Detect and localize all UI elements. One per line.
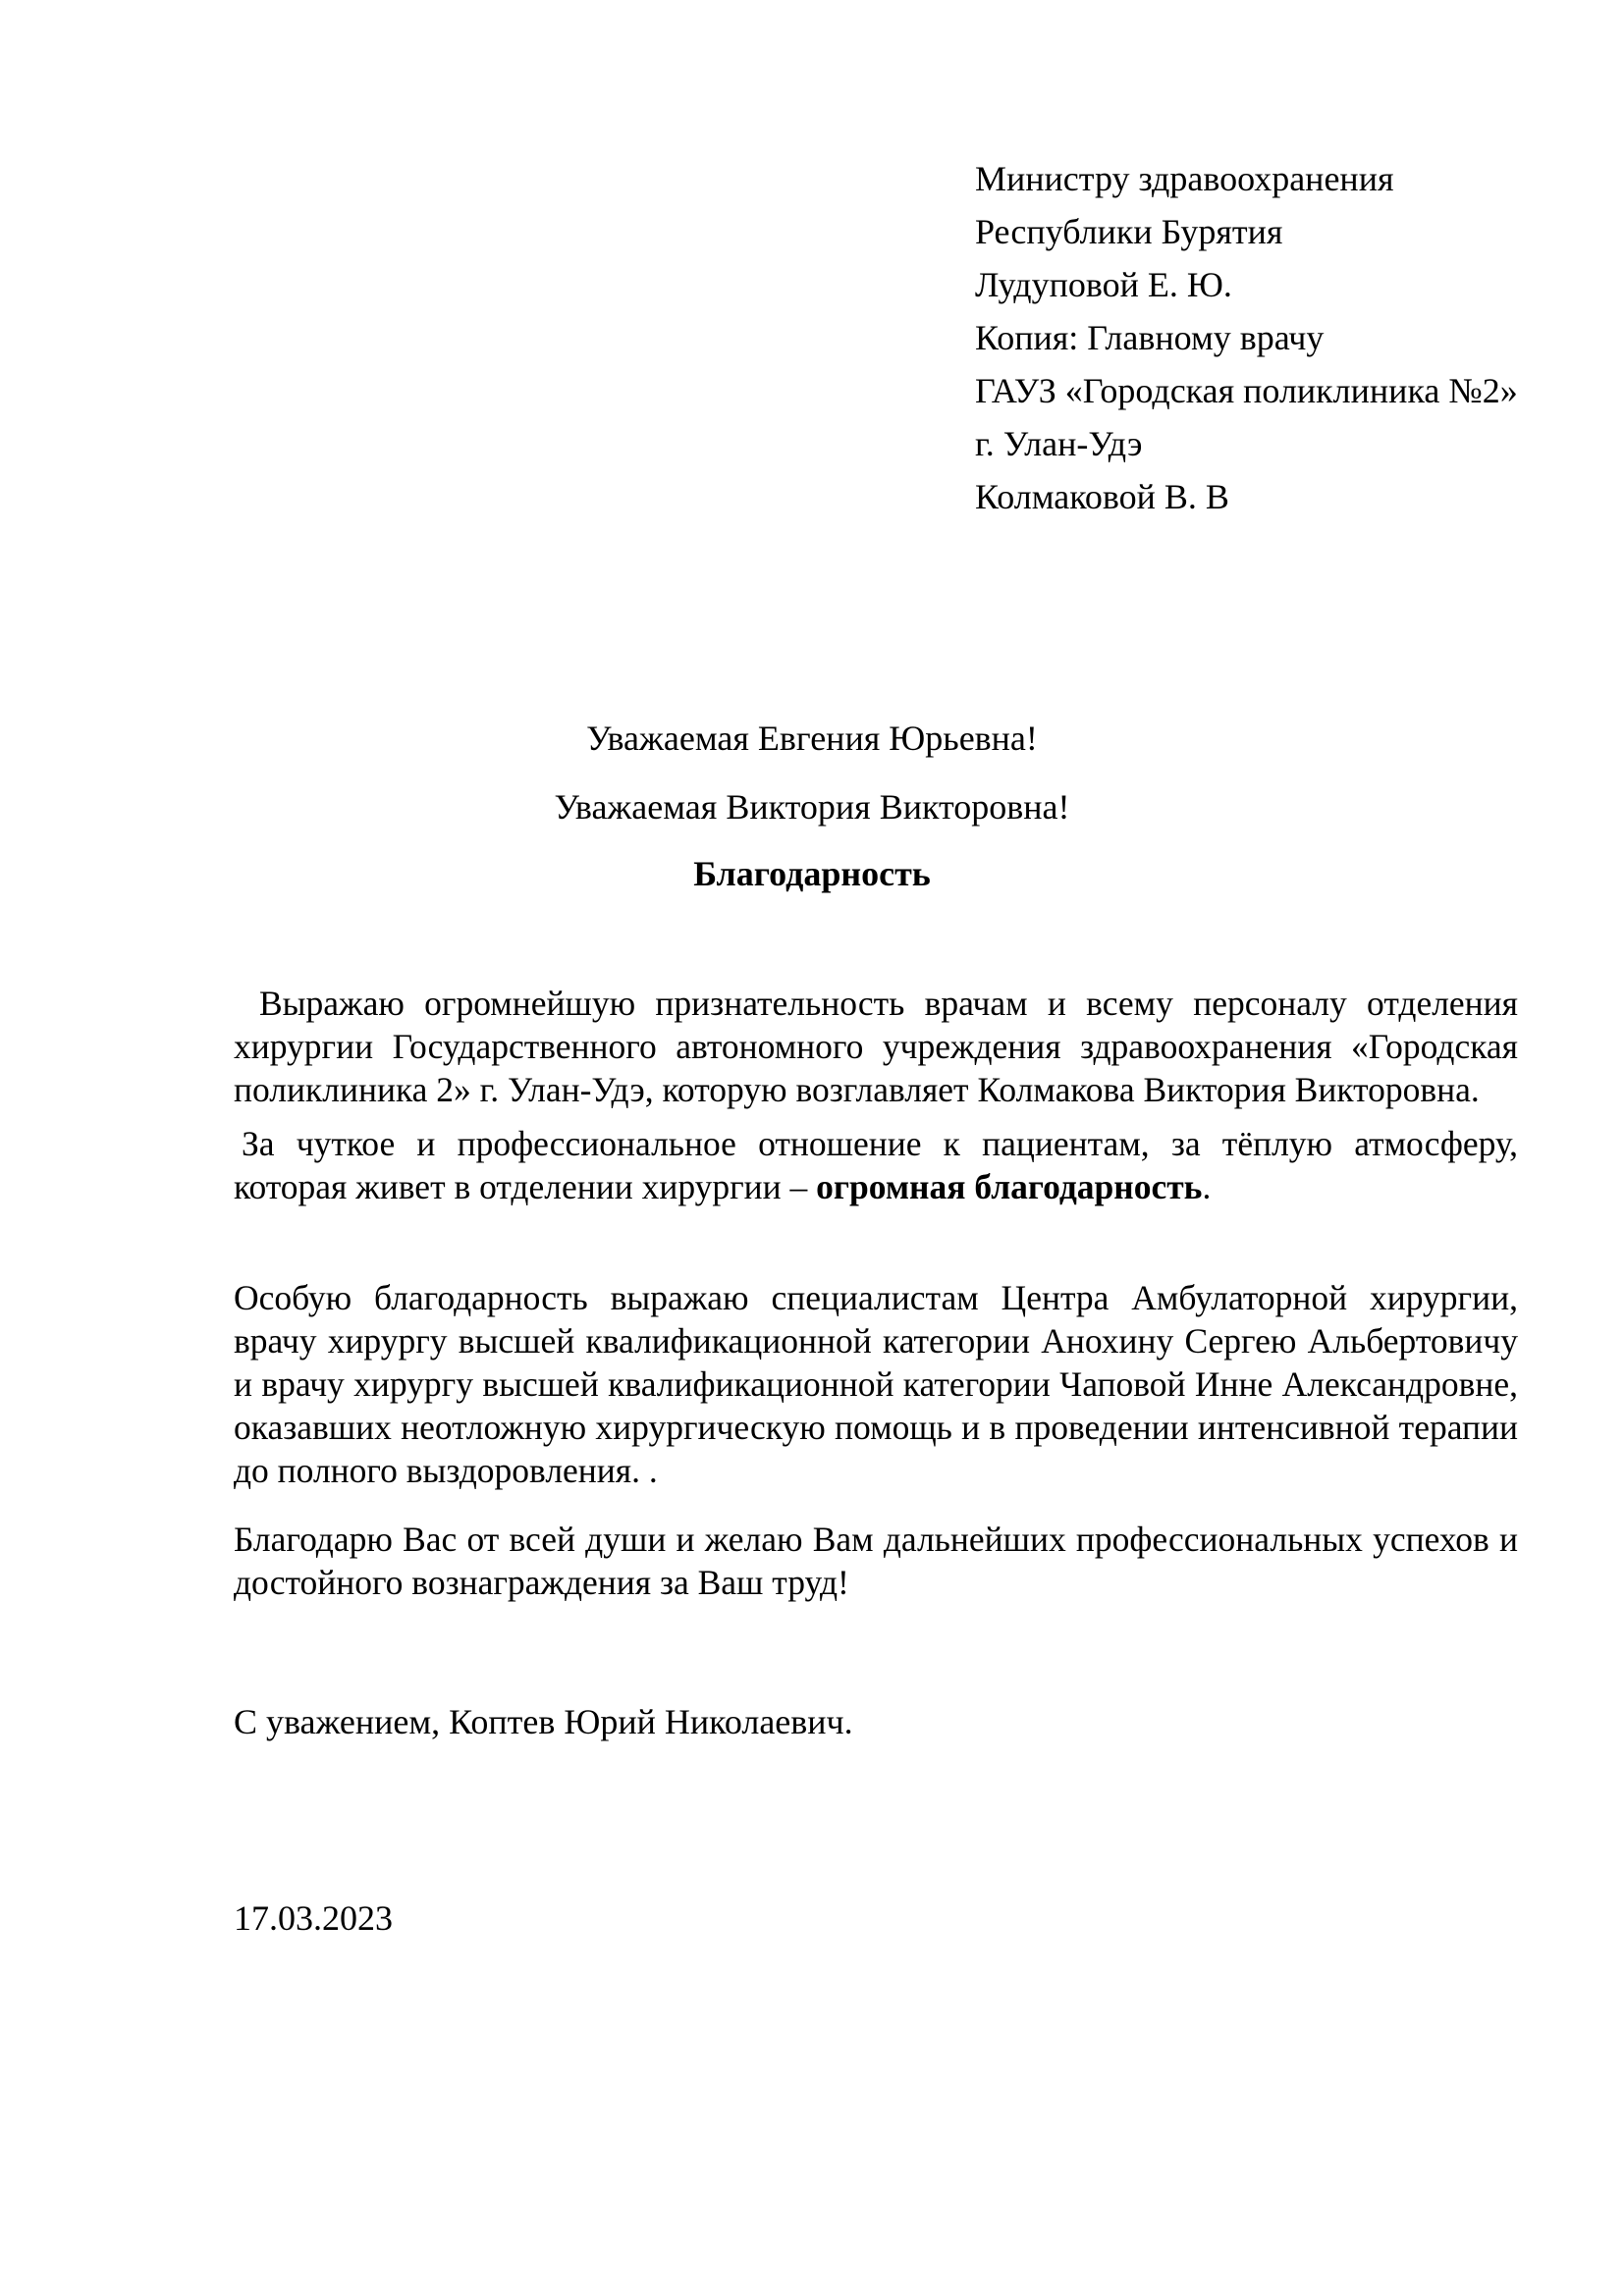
greeting-1: Уважаемая Евгения Юрьевна!: [586, 719, 1038, 758]
body-paragraph-1: Выражаю огромнейшую признательность врачам и всему персоналу отделения хирургии Государственного автономного учреждения здравоохранения «Городская поликлиника 2» г. Улан-Удэ, которую возглавляет Колмакова Виктория Викторовна.: [234, 984, 1518, 1109]
letter-title-text: Благодарность: [693, 854, 931, 893]
letter-date: 17.03.2023: [234, 1898, 393, 1938]
letter-title: [0, 852, 1624, 895]
addressee-line: ГАУЗ «Городская поликлиника №2»: [975, 371, 1518, 410]
addressee-block: [975, 152, 1518, 523]
addressee-line: Колмаковой В. В: [975, 477, 1229, 516]
addressee-line: Копия: Главному врачу: [975, 318, 1325, 357]
signoff: С уважением, Коптев Юрий Николаевич.: [234, 1702, 853, 1741]
greeting-2: Уважаемая Виктория Викторовна!: [554, 787, 1070, 827]
addressee-line: Республики Бурятия: [975, 212, 1283, 251]
addressee-line: Лудуповой Е. Ю.: [975, 265, 1232, 304]
addressee-line: Министру здравоохранения: [975, 159, 1394, 198]
addressee-line: г. Улан-Удэ: [975, 424, 1143, 463]
body-paragraph-2-end: .: [1202, 1167, 1212, 1206]
body-paragraph-4: Благодарю Вас от всей души и желаю Вам дальнейших профессиональных успехов и достойного вознаграждения за Ваш труд!: [234, 1520, 1518, 1602]
body-paragraph-3: Особую благодарность выражаю специалистам Центра Амбулаторной хирургии, врачу хирургу высшей квалификационной категории Анохину Сергею Альбертовичу и врачу хирургу высшей квалификационной категории Чаповой Инне Александровне, оказавших неотложную хирургическую помощь и в проведении интенсивной терапии до полного выздоровления. .: [234, 1278, 1518, 1490]
body-paragraph-2-text: За чуткое и профессиональное отношение к пациентам, за тёплую атмосферу, которая живет в отделении хирургии –: [234, 1124, 1518, 1206]
body-paragraph-2-bold: огромная благодарность: [816, 1167, 1203, 1206]
body-paragraph-2: [234, 1122, 1518, 1208]
